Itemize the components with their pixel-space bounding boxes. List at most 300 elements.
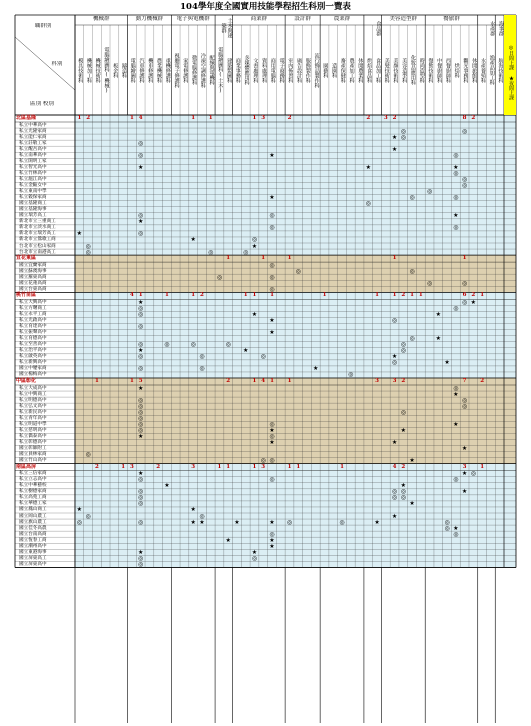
school-mark: ★	[243, 347, 249, 355]
school-mark: ★	[461, 445, 468, 452]
group-header: 美容造型群	[389, 16, 418, 22]
section-count: 4	[129, 292, 134, 299]
school-mark: ◎	[400, 347, 406, 355]
section-count: 2	[156, 463, 161, 470]
subject-header: 航海技術科	[497, 57, 504, 83]
school-mark: ◎	[348, 371, 354, 379]
school-mark: ◎	[138, 151, 144, 159]
school-name: 私立華德工家	[19, 501, 47, 507]
subject-header: 時尚造型科	[418, 57, 425, 83]
school-name: 私立大興高中	[19, 299, 47, 305]
school-name: 私立三信家商	[19, 471, 47, 477]
section-count: 3	[375, 378, 379, 384]
school-mark: ◎	[426, 279, 433, 287]
section-count: 8	[462, 115, 467, 121]
school-name: 新北市立瑞芳高工	[19, 231, 56, 237]
school-mark: ◎	[251, 554, 258, 562]
section-count: 5	[138, 378, 143, 384]
school-mark: ◎	[461, 127, 468, 135]
school-mark: ◎	[453, 224, 459, 232]
school-mark: ★	[269, 426, 275, 434]
school-name: 國立恆春工商	[19, 537, 47, 543]
school-mark: ★	[76, 230, 83, 238]
school-mark: ◎	[251, 236, 258, 244]
school-mark: ◎	[85, 451, 91, 459]
section-count: 1	[270, 378, 274, 384]
school-name: 私立新民高中	[19, 409, 47, 415]
school-name: 私立僑泰高中	[19, 433, 47, 439]
subject-header: 廣告設計科	[296, 57, 303, 83]
school-mark: ◎	[190, 341, 196, 349]
school-mark: ◎	[138, 396, 144, 404]
school-mark: ◎	[269, 261, 275, 269]
group-header: 餐旅群	[443, 16, 460, 22]
section-count: 6	[462, 292, 467, 299]
school-mark: ◎	[269, 273, 275, 281]
school-name: 私立育德高中	[19, 336, 47, 342]
school-mark: ◎	[208, 248, 214, 256]
school-mark: ◎	[199, 353, 205, 361]
school-mark: ◎	[76, 518, 82, 526]
school-mark: ◎	[453, 384, 459, 392]
school-mark: ◎	[453, 194, 459, 202]
section-name: 中區彰化	[16, 378, 37, 384]
subject-header: 食品加工科	[374, 57, 381, 83]
school-name: 私立開明工家	[19, 158, 47, 164]
group-header: 農業群	[333, 16, 351, 22]
school-mark: ◎	[391, 494, 398, 502]
subject-header: 微電腦修護科	[191, 55, 198, 85]
school-mark: ◎	[85, 242, 91, 250]
school-name: 私立中華藝校	[19, 483, 47, 489]
school-mark: ◎	[400, 133, 406, 141]
section-count: 2	[94, 463, 99, 470]
school-mark: ★	[391, 438, 398, 446]
section-count: 2	[226, 378, 231, 384]
section-count: 1	[226, 255, 231, 262]
legend-col-bg	[504, 292, 516, 378]
section-count: 4	[261, 378, 266, 384]
section-count: 2	[471, 292, 476, 299]
school-mark: ◎	[138, 414, 144, 422]
school-mark: ★	[190, 236, 196, 244]
school-mark: ◎	[138, 560, 144, 568]
school-name: 國立屏東高工	[19, 555, 47, 561]
school-name: 國立鳳山商工	[19, 507, 47, 513]
school-mark: ◎	[138, 402, 144, 410]
school-name: 國立員林家商	[19, 452, 47, 458]
school-mark: ◎	[138, 500, 144, 508]
school-mark: ◎	[391, 359, 398, 367]
school-mark: ◎	[444, 524, 450, 532]
school-mark: ◎	[260, 353, 266, 361]
school-mark: ★	[453, 390, 459, 398]
school-name: 國立基隆海事	[19, 207, 47, 213]
section-count: 1	[261, 255, 266, 262]
section-count: 1	[252, 115, 257, 121]
school-mark: ★	[409, 457, 415, 465]
school-mark: ◎	[461, 279, 468, 287]
school-mark: ★	[269, 536, 275, 544]
school-mark: ★	[137, 298, 144, 306]
section-count: 2	[86, 115, 91, 121]
school-mark: ◎	[138, 408, 144, 416]
group-header: 動力機械群	[135, 16, 164, 22]
school-name: 國立基隆商工	[19, 201, 47, 207]
school-mark: ◎	[138, 139, 144, 147]
school-name: 私立明德高中	[19, 397, 47, 403]
school-mark: ◎	[426, 188, 433, 196]
school-mark: ★	[234, 518, 240, 526]
section-count: 3	[191, 463, 196, 470]
school-mark: ◎	[269, 212, 275, 220]
subject-header: 美髮技術科	[383, 57, 390, 83]
school-mark: ★	[137, 347, 144, 355]
subject-header: 商用電腦科	[269, 57, 276, 83]
corner-mid-label: 科別	[51, 61, 63, 67]
school-name: 國立中壢家商	[19, 366, 47, 372]
section-count: 3	[462, 463, 467, 470]
legend-col-bg	[504, 255, 516, 292]
section-count: 1	[77, 115, 82, 121]
school-name: 國立楊梅高中	[19, 372, 47, 378]
school-mark: ◎	[269, 530, 275, 538]
school-name: 私立大成高中	[19, 385, 47, 391]
legend-col-bg	[504, 378, 516, 464]
school-name: 國立潮州高中	[19, 543, 47, 549]
section-count: 1	[138, 292, 143, 299]
subject-header: 休閒旅館科	[471, 57, 478, 83]
school-mark: ◎	[138, 476, 144, 484]
school-name: 國立旗山農工	[19, 519, 47, 525]
group-header: 電子與電機群	[176, 16, 210, 22]
school-name: 國立花蓮高商	[19, 280, 47, 286]
school-mark: ◎	[216, 273, 223, 281]
school-mark: ◎	[138, 230, 144, 238]
school-mark: ★	[435, 335, 442, 343]
school-mark: ★	[453, 420, 459, 428]
school-mark: ◎	[138, 310, 144, 318]
school-mark: ★	[269, 317, 275, 324]
school-name: 新北市立三重商工	[19, 219, 56, 225]
school-mark: ★	[190, 506, 196, 514]
school-name: 私立金甌女中	[19, 183, 47, 188]
subject-header: 美顏技術科	[392, 57, 399, 83]
school-mark: ★	[137, 218, 144, 226]
section-count: 3	[383, 115, 388, 121]
school-name: 私立育達高中	[19, 324, 47, 330]
subject-header: 商業事務科	[234, 57, 241, 83]
school-mark: ◎	[461, 298, 468, 306]
corner-bottom-label: 區別 校別	[30, 101, 54, 107]
group-header: 食品群	[375, 20, 382, 36]
subject-header: 美容造型科	[401, 57, 408, 83]
school-mark: ◎	[138, 420, 144, 428]
subject-header: 電腦繪圖科	[129, 57, 136, 83]
section-name: 北區基隆	[16, 115, 37, 121]
legend-text: ◎日間上課 ★夜間上課	[508, 44, 514, 100]
section-count: 1	[191, 292, 196, 299]
section-count: 1	[287, 463, 292, 470]
section-count: 2	[392, 115, 397, 121]
group-header: 水產群	[489, 20, 496, 36]
school-mark: ◎	[164, 341, 170, 349]
school-name: 國立佳冬高農	[19, 525, 47, 531]
corner-top-label: 職群別	[34, 23, 52, 29]
school-mark: ★	[453, 163, 459, 171]
school-mark: ◎	[269, 476, 275, 484]
school-name: 私立光啟高中	[19, 318, 47, 323]
section-count: 1	[191, 115, 196, 121]
group-header: 機械群	[93, 16, 110, 22]
section-count: 2	[401, 378, 406, 384]
school-mark: ★	[137, 163, 144, 171]
section-count: 4	[392, 463, 397, 470]
school-name: 私立立志高中	[19, 477, 47, 483]
school-mark: ★	[199, 518, 205, 526]
subject-header: 多媒體應用科	[243, 55, 250, 85]
school-mark: ★	[391, 133, 398, 141]
school-mark: ◎	[225, 341, 231, 349]
school-mark: ★	[269, 151, 275, 159]
section-count: 1	[287, 255, 292, 262]
school-mark: ◎	[138, 494, 144, 502]
section-count: 1	[322, 292, 327, 299]
school-mark: ◎	[138, 341, 144, 349]
subject-header: 烘焙科	[453, 62, 460, 78]
section-count: 1	[165, 292, 169, 299]
subject-header: 資料處理科	[261, 57, 268, 83]
subject-header: 流行飾品製作科	[313, 52, 320, 88]
section-count: 1	[392, 255, 397, 262]
school-mark: ★	[269, 194, 275, 202]
section-count: 2	[471, 115, 476, 121]
school-name: 私立方曙商工	[19, 305, 47, 311]
school-mark: ★	[435, 310, 442, 318]
school-name: 私立滬江高中	[19, 176, 47, 182]
subject-header: 休閒農業科	[357, 57, 364, 83]
school-mark: ◎	[453, 530, 459, 538]
school-mark: ◎	[409, 335, 415, 343]
school-mark: ◎	[470, 470, 476, 478]
school-mark: ★	[444, 359, 450, 367]
school-mark: ◎	[400, 341, 406, 349]
section-count: 1	[243, 292, 248, 299]
school-mark: ◎	[461, 402, 468, 410]
school-mark: ◎	[453, 304, 459, 312]
school-mark: ◎	[138, 323, 144, 331]
school-name: 私立振聲高中	[19, 330, 47, 336]
school-mark: ◎	[461, 182, 468, 189]
section-count: 1	[287, 378, 292, 384]
subject-header: 機械技術科	[94, 57, 101, 83]
school-mark: ◎	[444, 518, 450, 526]
subject-header: 觀光事務科	[462, 57, 469, 83]
school-name: 新北市立鶯歌工商	[19, 237, 56, 243]
school-name: 私立青年高中	[19, 415, 47, 421]
school-mark: ★	[137, 384, 144, 392]
school-mark: ◎	[269, 285, 275, 293]
subject-header: 電腦繪圖科(機械)	[103, 46, 110, 94]
section-count: 1	[462, 255, 467, 262]
school-mark: ★	[269, 542, 275, 550]
school-mark: ◎	[339, 518, 345, 526]
subject-header: 農產加工科	[348, 57, 355, 83]
school-mark: ★	[251, 310, 258, 318]
school-name: 國立宜蘭家商	[19, 262, 47, 268]
school-mark: ◎	[400, 408, 406, 416]
school-mark: ★	[374, 518, 380, 526]
section-count: 1	[226, 463, 231, 470]
school-mark: ★	[400, 482, 406, 490]
subject-header: 冷凍空調修護科	[199, 52, 206, 88]
school-name: 國立彰師附工	[19, 446, 47, 451]
section-count: 3	[261, 463, 266, 470]
school-mark: ★	[365, 163, 371, 171]
school-mark: ◎	[269, 224, 275, 232]
school-mark: ★	[391, 512, 398, 520]
section-count: 1	[418, 292, 423, 299]
school-mark: ◎	[295, 267, 301, 275]
school-mark: ◎	[138, 488, 144, 496]
school-mark: ◎	[260, 457, 266, 465]
group-header: 商業群	[250, 16, 268, 22]
school-mark: ◎	[85, 248, 91, 256]
school-mark: ★	[391, 145, 398, 153]
school-name: 私立治平高中	[19, 348, 47, 354]
school-mark: ★	[313, 365, 319, 373]
school-name: 私立新興高中	[19, 360, 47, 366]
section-count: 1	[208, 115, 213, 121]
school-mark: ★	[453, 212, 459, 220]
school-name: 私立中華高中	[19, 122, 47, 128]
section-count: 1	[375, 292, 379, 299]
school-name: 國立台南高商	[19, 531, 47, 537]
school-mark: ★	[461, 488, 468, 496]
school-mark: ★	[251, 242, 258, 250]
school-name: 私立光隆家商	[19, 128, 47, 134]
school-mark: ★	[251, 548, 258, 556]
subject-header: 農業機械科	[156, 57, 163, 83]
school-name: 私立能仁家商	[19, 134, 47, 140]
school-mark: ★	[164, 482, 170, 490]
school-name: 私立穀保家商	[19, 195, 47, 201]
school-name: 私立東南中學	[19, 189, 47, 195]
subject-header: 漁產品加工科	[488, 55, 495, 85]
subject-header: 模具技術科	[77, 57, 84, 83]
school-mark: ◎	[461, 396, 468, 404]
school-name: 私立彰德高中	[19, 439, 47, 445]
school-mark: ◎	[269, 457, 275, 465]
subject-header: 畜產保健科	[339, 57, 346, 83]
school-mark: ★	[137, 432, 144, 440]
school-mark: ◎	[138, 353, 144, 361]
school-mark: ★	[269, 438, 275, 446]
subject-header: 服飾製作科	[304, 57, 311, 83]
subject-header: 化妝品應用科	[409, 55, 416, 85]
school-name: 台北市立南港高工	[19, 249, 56, 255]
section-name: 宜花東區	[16, 255, 37, 262]
school-name: 私立慈明高中	[19, 427, 47, 433]
subject-header: 園藝科	[322, 62, 329, 78]
section-count: 2	[366, 115, 371, 121]
subject-header: 西餐廚師科	[444, 57, 451, 83]
school-name: 私立醒吾高中	[19, 146, 47, 152]
section-count: 3	[129, 463, 134, 470]
school-mark: ◎	[138, 554, 144, 562]
school-mark: ◎	[286, 518, 293, 526]
subject-header: 板金科	[112, 62, 119, 78]
subject-header: 家電修護科	[182, 57, 189, 83]
school-mark: ◎	[138, 426, 144, 434]
subject-header: 電子商務科	[278, 57, 285, 83]
section-count: 1	[129, 378, 134, 384]
school-mark: ◎	[365, 200, 371, 208]
school-mark: ◎	[391, 488, 398, 496]
school-name: 國立台東高商	[19, 286, 47, 292]
school-name: 國立東港海事	[19, 549, 47, 555]
school-name: 私立樹德家商	[19, 489, 47, 495]
section-count: 1	[252, 463, 257, 470]
school-name: 國立蘇澳海事	[19, 268, 47, 274]
subject-header: 視聽電子修護科	[173, 52, 180, 88]
group-header: 海事群	[497, 20, 504, 36]
school-name: 私立中興商工	[19, 391, 47, 397]
subject-header: 建築製圖科	[226, 57, 233, 83]
subject-header: 機械加工科	[86, 57, 92, 83]
school-name: 私立永平工商	[19, 311, 47, 317]
subject-header: 水產養殖科	[479, 57, 486, 83]
section-count: 1	[410, 292, 414, 299]
section-count: 1	[94, 378, 99, 384]
page-title: 104學年度全國實用技能學程招生科別一覽表	[180, 2, 351, 12]
section-count: 2	[200, 292, 204, 299]
subject-header: 造園科	[331, 62, 338, 78]
section-count: 1	[340, 463, 344, 470]
school-mark: ◎	[400, 127, 406, 135]
school-mark: ★	[470, 298, 477, 306]
subject-header: 電腦繪圖科(土木)	[217, 46, 224, 94]
section-count: 7	[462, 378, 467, 384]
school-mark: ★	[76, 506, 83, 514]
school-name: 國立瑞芳高工	[19, 213, 47, 219]
section-count: 3	[261, 115, 266, 121]
school-mark: ◎	[400, 494, 406, 502]
subject-header: 室內佈置科	[287, 57, 294, 83]
legend-col-bg	[504, 115, 516, 255]
school-mark: ★	[225, 536, 231, 544]
subject-header: 配線與電機科	[208, 55, 215, 85]
section-count: 1	[296, 463, 301, 470]
school-mark: ◎	[199, 512, 205, 520]
school-name: 私立明道中學	[19, 421, 47, 427]
school-name: 私立竹林高中	[19, 170, 47, 176]
section-count: 1	[252, 292, 257, 299]
school-mark: ◎	[199, 365, 205, 373]
section-count: 3	[392, 378, 397, 384]
school-mark: ◎	[391, 317, 398, 324]
school-mark: ◎	[453, 476, 459, 484]
school-name: 國立羅東高商	[19, 274, 47, 280]
section-count: 1	[121, 463, 126, 470]
group-header: 設計群	[294, 16, 311, 22]
school-name: 私立南華高中	[19, 152, 47, 158]
section-count: 1	[270, 292, 274, 299]
school-mark: ★	[137, 470, 144, 478]
school-mark: ★	[391, 353, 398, 361]
subject-header: 重機修護科	[164, 57, 171, 83]
section-count: 2	[287, 115, 292, 121]
